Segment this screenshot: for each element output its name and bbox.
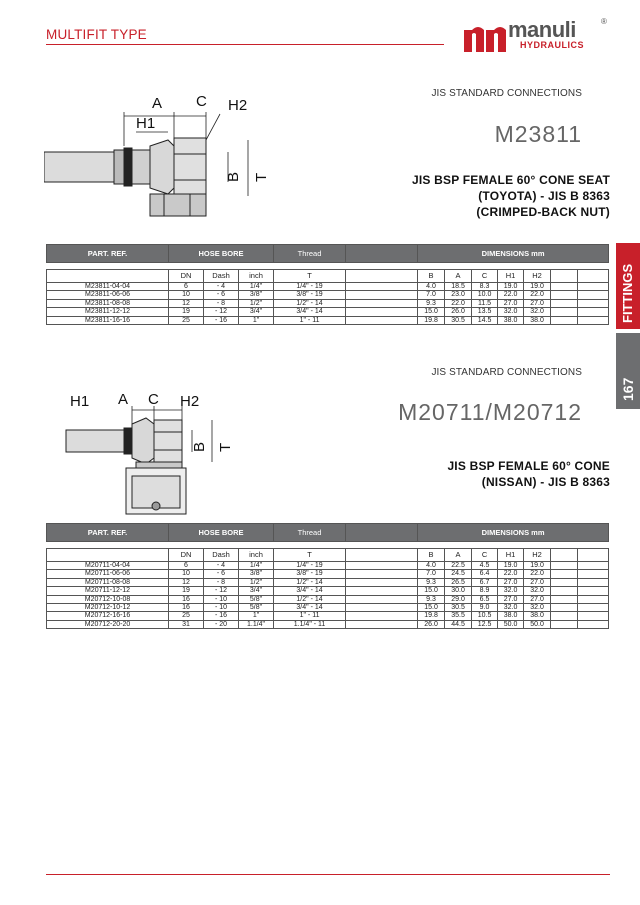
table-cell: 15.0: [418, 604, 445, 612]
table-cell: 6.5: [472, 595, 498, 603]
table-cell: 1/2": [239, 299, 274, 307]
table-cell-empty: [578, 308, 609, 316]
table-cell: 19.8: [418, 612, 445, 620]
table-cell: 26.5: [445, 578, 472, 586]
table-cell-empty: [346, 283, 418, 291]
table-row: [47, 587, 609, 595]
dim-label-h2: H2: [180, 393, 200, 410]
product-1-code: M23811: [494, 121, 582, 147]
table-cell-empty: [578, 291, 609, 299]
table-row: [47, 595, 609, 603]
col-hose-bore: HOSE BORE: [169, 245, 274, 263]
product-1-spec-table: [46, 244, 609, 325]
table-cell: - 16: [204, 316, 239, 324]
table-cell: 32.0: [524, 587, 551, 595]
product-2-diagram: [62, 390, 252, 520]
dim-label-c: C: [148, 391, 159, 408]
table-cell: 14.5: [472, 316, 498, 324]
table-cell-empty: [346, 587, 418, 595]
table-row: [47, 612, 609, 620]
table-cell: 1/4" - 19: [274, 283, 346, 291]
table-cell: - 12: [204, 308, 239, 316]
table-cell: M20711-08-08: [47, 578, 169, 586]
table-cell: - 6: [204, 291, 239, 299]
table-cell: 6.7: [472, 578, 498, 586]
col-dimensions: DIMENSIONS mm: [418, 245, 609, 263]
table-cell: 10.5: [472, 612, 498, 620]
table-cell: - 8: [204, 299, 239, 307]
subcol-t: T: [274, 549, 346, 562]
product-2-desc-line: (NISSAN) - JIS B 8363: [481, 475, 610, 489]
table-cell: 1": [239, 612, 274, 620]
table-row: [47, 620, 609, 628]
table-cell: M23811-04-04: [47, 283, 169, 291]
table-cell: - 10: [204, 595, 239, 603]
table-cell: 3/4" - 14: [274, 604, 346, 612]
table-cell: 38.0: [524, 316, 551, 324]
table-cell: 27.0: [524, 595, 551, 603]
table-cell-empty: [551, 299, 578, 307]
table-cell: 44.5: [445, 620, 472, 628]
dim-label-c: C: [196, 93, 207, 110]
table-cell-empty: [551, 316, 578, 324]
table-cell: 27.0: [498, 299, 524, 307]
table-cell-empty: [346, 570, 418, 578]
dim-label-h2: H2: [228, 97, 248, 114]
page-section-title: MULTIFIT TYPE: [46, 27, 147, 42]
table-cell-empty: [578, 587, 609, 595]
subcol-b: B: [418, 270, 445, 283]
table-cell-empty: [551, 578, 578, 586]
table-cell-empty: [578, 316, 609, 324]
product-2-spec-table: [46, 523, 609, 629]
section-tab: [616, 243, 640, 329]
subcol-dash: Dash: [204, 549, 239, 562]
table-cell: 29.0: [445, 595, 472, 603]
subcol-h2: H2: [524, 270, 551, 283]
table-cell: 16: [169, 595, 204, 603]
page-number-tab: [616, 333, 640, 409]
table-cell: 25: [169, 612, 204, 620]
table-cell-empty: [578, 283, 609, 291]
table-row: [47, 308, 609, 316]
table-cell: 22.0: [524, 570, 551, 578]
col-thread: Thread: [274, 524, 346, 542]
table-cell: 9.3: [418, 595, 445, 603]
table-cell: M20712-10-08: [47, 595, 169, 603]
table-cell: 4.0: [418, 562, 445, 570]
table-cell: 27.0: [524, 299, 551, 307]
table-header-row: [47, 245, 609, 263]
table-cell: 22.0: [524, 291, 551, 299]
subcol-dn: DN: [169, 549, 204, 562]
table-cell: 38.0: [498, 316, 524, 324]
table-cell-empty: [551, 587, 578, 595]
page-number: 167: [620, 377, 636, 401]
table-cell-empty: [578, 299, 609, 307]
table-gap-row: [47, 542, 609, 549]
subcol-a: A: [445, 549, 472, 562]
table-cell-empty: [346, 595, 418, 603]
col-dimensions: DIMENSIONS mm: [418, 524, 609, 542]
table-row: [47, 316, 609, 324]
table-row: [47, 604, 609, 612]
table-cell: M20712-10-12: [47, 604, 169, 612]
table-gap-row: [47, 263, 609, 270]
table-cell-empty: [578, 604, 609, 612]
subcol-h2: H2: [524, 549, 551, 562]
table-cell: 1/4": [239, 562, 274, 570]
brand-name: manuli: [508, 17, 576, 42]
table-cell-empty: [551, 562, 578, 570]
table-cell-empty: [551, 604, 578, 612]
table-cell: 8.3: [472, 283, 498, 291]
table-subheader-row: [47, 549, 609, 562]
table-cell: 24.5: [445, 570, 472, 578]
table-cell: 16: [169, 604, 204, 612]
table-cell: - 6: [204, 570, 239, 578]
table-cell: M23811-16-16: [47, 316, 169, 324]
table-cell-empty: [551, 570, 578, 578]
dim-label-h1: H1: [136, 115, 156, 132]
product-1-standard: JIS STANDARD CONNECTIONS: [431, 88, 582, 99]
table-cell: 27.0: [524, 578, 551, 586]
table-cell: 1": [239, 316, 274, 324]
header-divider: [46, 44, 444, 45]
table-cell: - 8: [204, 578, 239, 586]
table-row: [47, 578, 609, 586]
table-cell: 11.5: [472, 299, 498, 307]
table-cell: 9.0: [472, 604, 498, 612]
table-cell: M20712-20-20: [47, 620, 169, 628]
table-cell: 32.0: [524, 308, 551, 316]
subcol-t: T: [274, 270, 346, 283]
product-2-description: [447, 458, 610, 490]
table-row: [47, 291, 609, 299]
table-cell: 7.0: [418, 291, 445, 299]
table-cell: 22.0: [445, 299, 472, 307]
subcol-b: B: [418, 549, 445, 562]
product-1-desc-line: (TOYOTA) - JIS B 8363: [478, 189, 610, 203]
table-cell-empty: [551, 620, 578, 628]
table-row: [47, 299, 609, 307]
product-2-standard: JIS STANDARD CONNECTIONS: [431, 367, 582, 378]
table-cell: M20711-12-12: [47, 587, 169, 595]
table-cell: 22.0: [498, 291, 524, 299]
table-cell: 25: [169, 316, 204, 324]
table-row: [47, 562, 609, 570]
table-subheader-row: [47, 270, 609, 283]
table-cell: 1" - 11: [274, 316, 346, 324]
table-cell: 31: [169, 620, 204, 628]
table-cell-empty: [346, 299, 418, 307]
table-cell: 22.5: [445, 562, 472, 570]
subcol-c: C: [472, 549, 498, 562]
subcol-dn: DN: [169, 270, 204, 283]
table-cell: M20711-04-04: [47, 562, 169, 570]
table-cell: 8.9: [472, 587, 498, 595]
table-cell: 15.0: [418, 587, 445, 595]
table-cell: M23811-08-08: [47, 299, 169, 307]
table-cell-empty: [551, 291, 578, 299]
table-cell: 3/8": [239, 291, 274, 299]
table-cell: 19.0: [498, 562, 524, 570]
product-1-description: [412, 172, 610, 220]
dim-label-b: B: [191, 441, 208, 452]
table-cell: 19.0: [524, 283, 551, 291]
table-cell: 26.0: [445, 308, 472, 316]
table-cell: 6.4: [472, 570, 498, 578]
table-cell: 19.8: [418, 316, 445, 324]
table-cell-empty: [346, 316, 418, 324]
table-cell: 9.3: [418, 578, 445, 586]
table-cell: 12: [169, 299, 204, 307]
table-cell: 9.3: [418, 299, 445, 307]
table-cell-empty: [578, 562, 609, 570]
product-1-diagram: [44, 90, 274, 230]
table-cell: M23811-12-12: [47, 308, 169, 316]
subcol-inch: inch: [239, 270, 274, 283]
table-cell: 32.0: [524, 604, 551, 612]
table-cell: 3/4": [239, 308, 274, 316]
table-cell: 1/2": [239, 578, 274, 586]
table-cell: 3/4": [239, 587, 274, 595]
table-cell: 30.5: [445, 604, 472, 612]
dim-label-b: B: [225, 171, 242, 182]
table-cell: 1" - 11: [274, 612, 346, 620]
dim-label-t: T: [217, 442, 234, 452]
product-2-code: M20711/M20712: [398, 399, 582, 425]
table-cell-empty: [346, 562, 418, 570]
col-part-ref: PART. REF.: [47, 524, 169, 542]
table-cell-empty: [346, 308, 418, 316]
table-cell: 1/4": [239, 283, 274, 291]
table-cell: 5/8": [239, 604, 274, 612]
col-thread: Thread: [274, 245, 346, 263]
table-cell: 6: [169, 283, 204, 291]
subcol-c: C: [472, 270, 498, 283]
table-cell-empty: [346, 620, 418, 628]
table-cell: 13.5: [472, 308, 498, 316]
dim-label-t: T: [253, 172, 270, 182]
table-cell: 3/8": [239, 570, 274, 578]
table-cell-empty: [578, 612, 609, 620]
brand-subtitle: HYDRAULICS: [520, 40, 585, 50]
table-cell: 3/4" - 14: [274, 587, 346, 595]
subcol-a: A: [445, 270, 472, 283]
subcol-inch: inch: [239, 549, 274, 562]
table-cell-empty: [578, 570, 609, 578]
table-cell: 19.0: [498, 283, 524, 291]
table-cell: 23.0: [445, 291, 472, 299]
table-row: [47, 283, 609, 291]
table-cell: 4.0: [418, 283, 445, 291]
table-cell-empty: [578, 595, 609, 603]
table-cell-empty: [551, 595, 578, 603]
table-cell: 5/8": [239, 595, 274, 603]
table-cell: 35.5: [445, 612, 472, 620]
table-cell-empty: [346, 604, 418, 612]
table-cell: M20711-06-06: [47, 570, 169, 578]
col-hose-bore: HOSE BORE: [169, 524, 274, 542]
table-cell-empty: [551, 283, 578, 291]
table-cell: 38.0: [498, 612, 524, 620]
table-cell: - 16: [204, 612, 239, 620]
table-cell: 22.0: [498, 570, 524, 578]
table-cell: 30.5: [445, 316, 472, 324]
table-cell: - 12: [204, 587, 239, 595]
table-cell: 12: [169, 578, 204, 586]
product-1-desc-line: JIS BSP FEMALE 60° CONE SEAT: [412, 173, 610, 187]
table-cell: M23811-06-06: [47, 291, 169, 299]
table-cell-empty: [346, 291, 418, 299]
table-cell: 1.1/4" - 11: [274, 620, 346, 628]
table-cell: 19: [169, 587, 204, 595]
subcol-h1: H1: [498, 270, 524, 283]
section-tab-label: FITTINGS: [620, 263, 635, 323]
table-cell: 32.0: [498, 604, 524, 612]
table-cell: 27.0: [498, 595, 524, 603]
table-cell: 19.0: [524, 562, 551, 570]
table-cell-empty: [578, 620, 609, 628]
table-cell: 4.5: [472, 562, 498, 570]
table-cell-empty: [551, 612, 578, 620]
table-cell: - 4: [204, 283, 239, 291]
col-part-ref: PART. REF.: [47, 245, 169, 263]
table-row: [47, 570, 609, 578]
table-cell-empty: [346, 578, 418, 586]
subcol-h1: H1: [498, 549, 524, 562]
table-cell: 1/4" - 19: [274, 562, 346, 570]
table-cell: 1/2" - 14: [274, 595, 346, 603]
table-cell: 10: [169, 291, 204, 299]
table-cell: 3/8" - 19: [274, 570, 346, 578]
table-cell: 32.0: [498, 587, 524, 595]
registered-mark: ®: [601, 17, 607, 26]
table-cell: M20712-16-16: [47, 612, 169, 620]
product-1-desc-line: (CRIMPED-BACK NUT): [476, 205, 610, 219]
table-cell: 15.0: [418, 308, 445, 316]
dim-label-a: A: [118, 391, 129, 408]
table-cell: 30.0: [445, 587, 472, 595]
table-cell-empty: [551, 308, 578, 316]
table-cell: 10.0: [472, 291, 498, 299]
table-cell: 10: [169, 570, 204, 578]
col-blank: [346, 524, 418, 542]
footer-divider: [46, 874, 610, 875]
dim-label-a: A: [152, 95, 163, 112]
product-2-desc-line: JIS BSP FEMALE 60° CONE: [447, 459, 610, 473]
table-cell: - 10: [204, 604, 239, 612]
table-cell: - 20: [204, 620, 239, 628]
table-cell: 50.0: [524, 620, 551, 628]
table-cell: - 4: [204, 562, 239, 570]
subcol-dash: Dash: [204, 270, 239, 283]
table-cell: 1/2" - 14: [274, 299, 346, 307]
table-cell-empty: [578, 578, 609, 586]
table-header-row: [47, 524, 609, 542]
table-cell: 26.0: [418, 620, 445, 628]
table-cell: 27.0: [498, 578, 524, 586]
table-cell: 1.1/4": [239, 620, 274, 628]
table-cell: 3/8" - 19: [274, 291, 346, 299]
table-cell: 12.5: [472, 620, 498, 628]
table-cell: 38.0: [524, 612, 551, 620]
table-cell: 7.0: [418, 570, 445, 578]
table-cell: 19: [169, 308, 204, 316]
table-cell: 6: [169, 562, 204, 570]
table-cell: 18.5: [445, 283, 472, 291]
table-cell: 50.0: [498, 620, 524, 628]
dim-label-h1: H1: [70, 393, 90, 410]
col-blank: [346, 245, 418, 263]
table-cell: 3/4" - 14: [274, 308, 346, 316]
table-cell: 32.0: [498, 308, 524, 316]
table-cell-empty: [346, 612, 418, 620]
table-cell: 1/2" - 14: [274, 578, 346, 586]
